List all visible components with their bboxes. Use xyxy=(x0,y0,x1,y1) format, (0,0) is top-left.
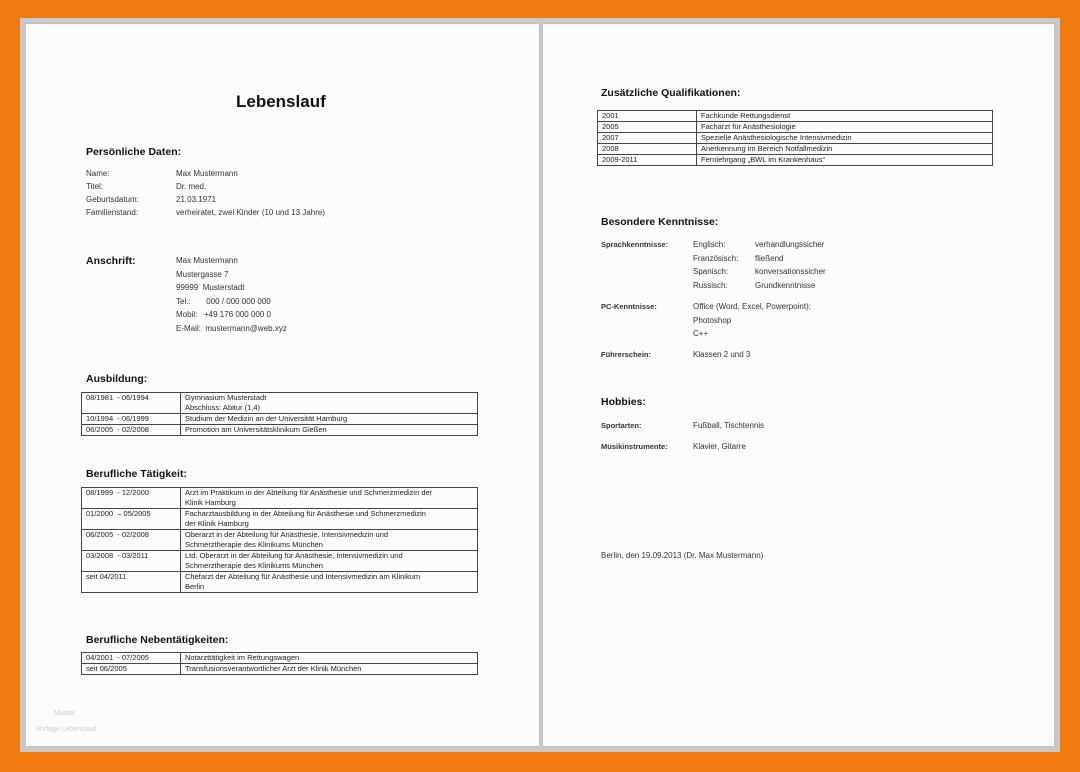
row-text-line: Arzt im Praktikum in der Abteilung für Anästhesie und Schmerzmedizin der xyxy=(185,488,433,497)
watermark-line-2: Vorlage Lebenslauf xyxy=(36,726,96,733)
career-table xyxy=(81,487,478,593)
table-row xyxy=(82,653,478,664)
table-row xyxy=(598,133,993,144)
row-text-line: Promotion am Universitätsklinikum Gießen xyxy=(185,425,327,434)
personal-value: verheiratet, zwei Kinder (10 und 13 Jahre) xyxy=(176,208,325,217)
row-text xyxy=(181,572,478,593)
watermark-line-1: Muster xyxy=(54,710,76,717)
row-text-line: Oberarzt in der Abteilung für Anästhesie, Intensivmedizin und xyxy=(185,530,389,539)
row-text-line: Facharztausbildung in der Abteilung für Anästhesie und Schmerzmedizin xyxy=(185,509,426,518)
row-date: 2007 xyxy=(598,133,697,144)
row-text xyxy=(181,488,478,509)
personal-label: Titel: xyxy=(86,182,104,191)
row-date: 2005 xyxy=(598,122,697,133)
address-heading: Anschrift: xyxy=(86,255,136,267)
row-text-line: Schmerztherapie des Klinikums München xyxy=(185,561,323,570)
row-text-line: Facharzt für Anästhesiologie xyxy=(701,122,796,131)
address-line: Mobil: +49 176 000 000 0 xyxy=(176,310,271,319)
row-text xyxy=(697,111,993,122)
language-level: Grundkenntnisse xyxy=(755,280,816,290)
row-text-line: Abschluss: Abitur (1,4) xyxy=(185,403,261,412)
pc-skill: Photoshop xyxy=(693,315,732,325)
license-label: Führerschein: xyxy=(601,350,652,359)
qualifications-heading: Zusätzliche Qualifikationen: xyxy=(601,87,741,99)
row-text-line: der Klinik Hamburg xyxy=(185,519,249,528)
row-text-line: Spezielle Anästhesiologische Intensivmedizin xyxy=(701,133,852,142)
row-text-line: Berlin xyxy=(185,582,205,591)
table-row xyxy=(82,664,478,675)
personal-value: 21.03.1971 xyxy=(176,195,217,204)
table-row xyxy=(82,572,478,593)
table-row xyxy=(598,155,993,166)
address-line: Tel.: 000 / 000 000 000 xyxy=(176,296,271,306)
row-text xyxy=(181,509,478,530)
qualifications-table xyxy=(597,110,993,166)
row-text xyxy=(697,155,993,166)
row-text xyxy=(181,653,478,664)
row-text xyxy=(697,144,993,155)
table-row xyxy=(82,425,478,436)
row-text-line: Fachkunde Rettungsdienst xyxy=(701,111,791,120)
table-row xyxy=(82,530,478,551)
table-row xyxy=(82,509,478,530)
address-line: Max Mustermann xyxy=(176,256,238,265)
personal-label: Geburtsdatum: xyxy=(86,195,139,204)
row-text-line: Schmerztherapie des Klinikums München xyxy=(185,540,323,549)
row-date: 01/2000 – 05/2005 xyxy=(82,509,181,530)
row-date: 2008 xyxy=(598,144,697,155)
table-row xyxy=(598,144,993,155)
row-text xyxy=(181,530,478,551)
language-name: Spanisch: xyxy=(693,267,729,276)
signature-line: Berlin, den 19.09.2013 (Dr. Max Mustermann) xyxy=(601,551,764,560)
row-date: 2009-2011 xyxy=(598,155,697,166)
row-text-line: Studium der Medizin an der Universität Hamburg xyxy=(185,414,348,423)
row-date: 06/2005 - 02/2008 xyxy=(82,530,181,551)
personal-value: Dr. med. xyxy=(176,182,207,191)
row-text-line: Klinik Hamburg xyxy=(185,498,236,507)
language-level: fließend xyxy=(755,253,784,263)
row-text xyxy=(181,551,478,572)
row-text-line: Transfusionsverantwortlicher Arzt der Klinik München xyxy=(185,664,362,673)
language-name: Russisch: xyxy=(693,280,728,290)
row-text xyxy=(181,664,478,675)
row-text-line: Gymnasium Musterstadt xyxy=(185,393,267,402)
language-name: Englisch: xyxy=(693,240,726,249)
row-date: 08/1999 - 12/2000 xyxy=(82,488,181,509)
row-date: 2001 xyxy=(598,111,697,122)
music-label: Musikinstrumente: xyxy=(601,442,668,451)
license-value: Klassen 2 und 3 xyxy=(693,350,751,359)
row-date: seit 04/2011 xyxy=(82,572,181,593)
pc-skill: C++ xyxy=(693,329,709,338)
row-text-line: Ltd. Oberarzt in der Abteilung für Anästhesie, Intensivmedizin und xyxy=(185,551,403,560)
page-right xyxy=(543,24,1054,746)
table-row xyxy=(598,111,993,122)
row-date: 03/2008 - 03/2011 xyxy=(82,551,181,572)
page-left xyxy=(26,24,539,746)
address-line: E-Mail: mustermann@web.xyz xyxy=(176,323,287,333)
table-row xyxy=(598,122,993,133)
row-text-line: Notarzttätigkeit im Rettungswagen xyxy=(185,653,300,662)
table-row xyxy=(82,414,478,425)
education-heading: Ausbildung: xyxy=(86,373,148,385)
row-date: 06/2005 - 02/2008 xyxy=(82,425,181,436)
row-text xyxy=(697,122,993,133)
row-date: 04/2001 - 07/2005 xyxy=(82,653,181,664)
sports-label: Sportarten: xyxy=(601,421,642,430)
table-row xyxy=(82,488,478,509)
language-level: konversationssicher xyxy=(755,267,826,276)
education-table xyxy=(81,392,478,436)
side-heading: Berufliche Nebentätigkeiten: xyxy=(86,634,229,646)
table-row xyxy=(82,551,478,572)
personal-label: Familienstand: xyxy=(86,208,139,217)
personal-value: Max Mustermann xyxy=(176,169,238,178)
address-line: 99999 Musterstadt xyxy=(176,283,245,292)
row-text xyxy=(181,425,478,436)
personal-heading: Persönliche Daten: xyxy=(86,146,182,158)
row-text xyxy=(181,414,478,425)
pc-label: PC-Kenntnisse: xyxy=(601,302,657,311)
row-text xyxy=(181,393,478,414)
page-frame xyxy=(20,18,1060,752)
side-activities-table xyxy=(81,652,478,675)
language-level: verhandlungssicher xyxy=(755,240,825,249)
document-title: Lebenslauf xyxy=(236,92,326,111)
row-text-line: Fernlehrgang „BWL im Krankenhaus“ xyxy=(701,155,825,164)
row-date: seit 06/2005 xyxy=(82,664,181,675)
language-name: Französisch: xyxy=(693,253,739,263)
sports-value: Fußball, Tischtennis xyxy=(693,421,765,430)
row-text-line: Anerkennung im Bereich Notfallmedizin xyxy=(701,144,833,153)
row-date: 08/1981 - 06/1994 xyxy=(82,393,181,414)
music-value: Klavier, Gitarre xyxy=(693,442,746,451)
personal-label: Name: xyxy=(86,169,110,178)
table-row xyxy=(82,393,478,414)
pc-skill: Office (Word, Excel, Powerpoint): xyxy=(693,302,811,311)
address-line: Mustergasse 7 xyxy=(176,269,229,279)
career-heading: Berufliche Tätigkeit: xyxy=(86,468,187,480)
hobbies-heading: Hobbies: xyxy=(601,396,646,408)
row-text-line: Chefarzt der Abteilung für Anästhesie und Intensivmedizin am Klinikum xyxy=(185,572,421,581)
skills-heading: Besondere Kenntnisse: xyxy=(601,216,719,228)
languages-label: Sprachkenntnisse: xyxy=(601,240,669,249)
row-date: 10/1994 - 06/1999 xyxy=(82,414,181,425)
row-text xyxy=(697,133,993,144)
